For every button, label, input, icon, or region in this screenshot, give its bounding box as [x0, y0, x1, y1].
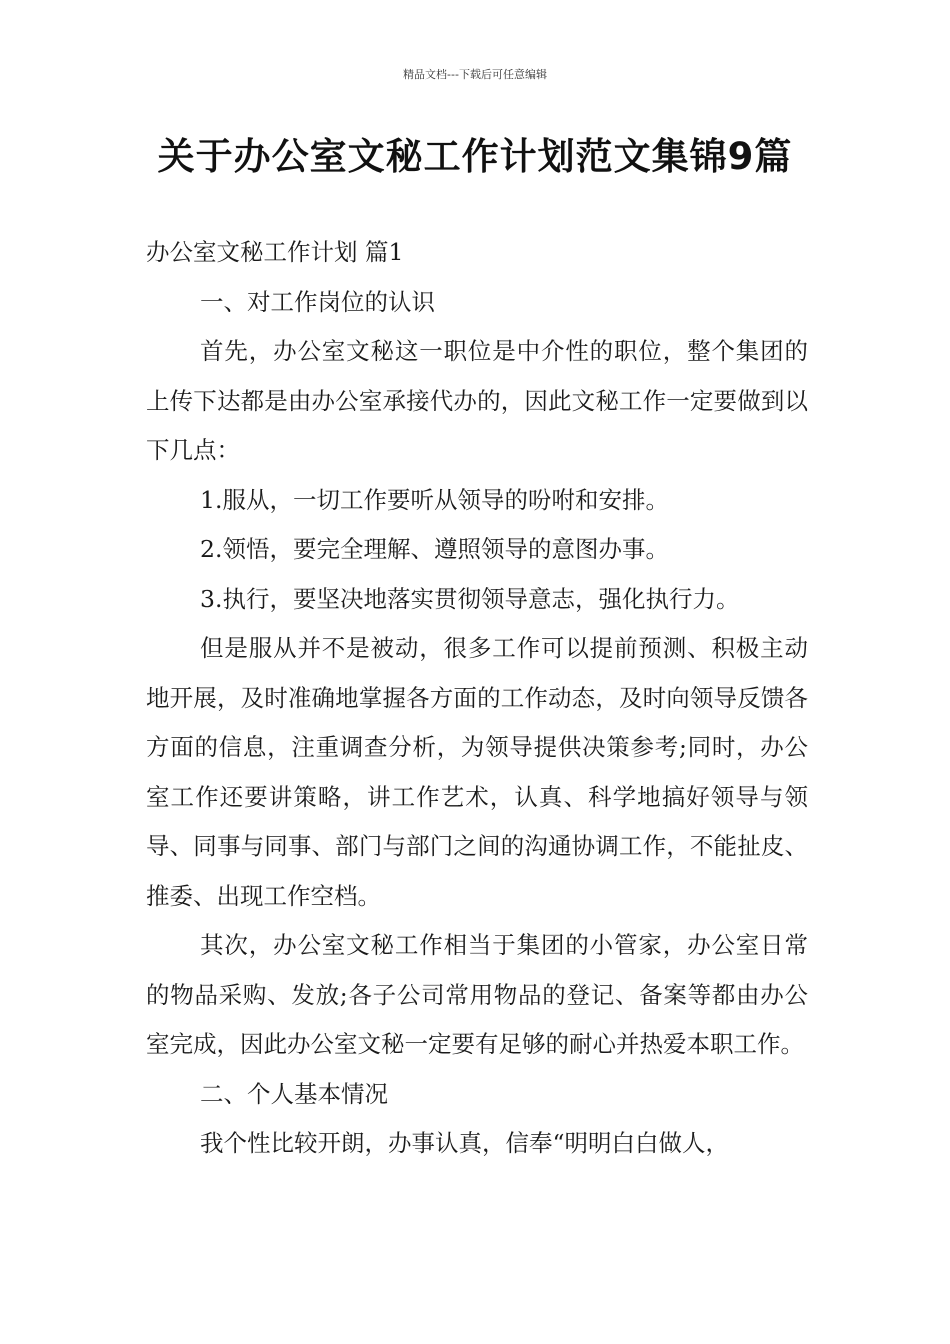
section-heading: 办公室文秘工作计划 篇1: [146, 238, 404, 266]
paragraph: 其次，办公室文秘工作相当于集团的小管家，办公室日常的物品采购、发放;各子公司常用物品的登记、备案等都由办公室完成，因此办公室文秘一定要有足够的耐心并热爱本职工作。: [146, 931, 808, 1058]
list-item: 3.执行，要坚决地落实贯彻领导意志，强化执行力。: [200, 584, 740, 613]
subsection-heading: 一、对工作岗位的认识: [200, 287, 436, 316]
document-body: [146, 228, 808, 1169]
list-item: 1.服从，一切工作要听从领导的吩咐和安排。: [200, 485, 669, 514]
paragraph: 但是服从并不是被动，很多工作可以提前预测、积极主动地开展，及时准确地掌握各方面的工作动态，及时向领导反馈各方面的信息，注重调查分析，为领导提供决策参考;同时，办公室工作还要讲策略，讲工作艺术，认真、科学地搞好领导与领导、同事与同事、部门与部门之间的沟通协调工作，不能扯皮、推委、出现工作空档。: [146, 634, 808, 910]
list-item: 2.领悟，要完全理解、遵照领导的意图办事。: [200, 535, 669, 563]
paragraph: 我个性比较开朗，办事认真，信奉“明明白白做人，: [200, 1129, 730, 1157]
paragraph: 首先，办公室文秘这一职位是中介性的职位，整个集团的上传下达都是由办公室承接代办的，因此文秘工作一定要做到以下几点：: [146, 337, 808, 464]
header-note: 精品文档---下载后可任意编辑: [403, 68, 547, 81]
subsection-heading: 二、个人基本情况: [200, 1079, 389, 1108]
document-title: 关于办公室文秘工作计划范文集锦9篇: [157, 135, 793, 178]
